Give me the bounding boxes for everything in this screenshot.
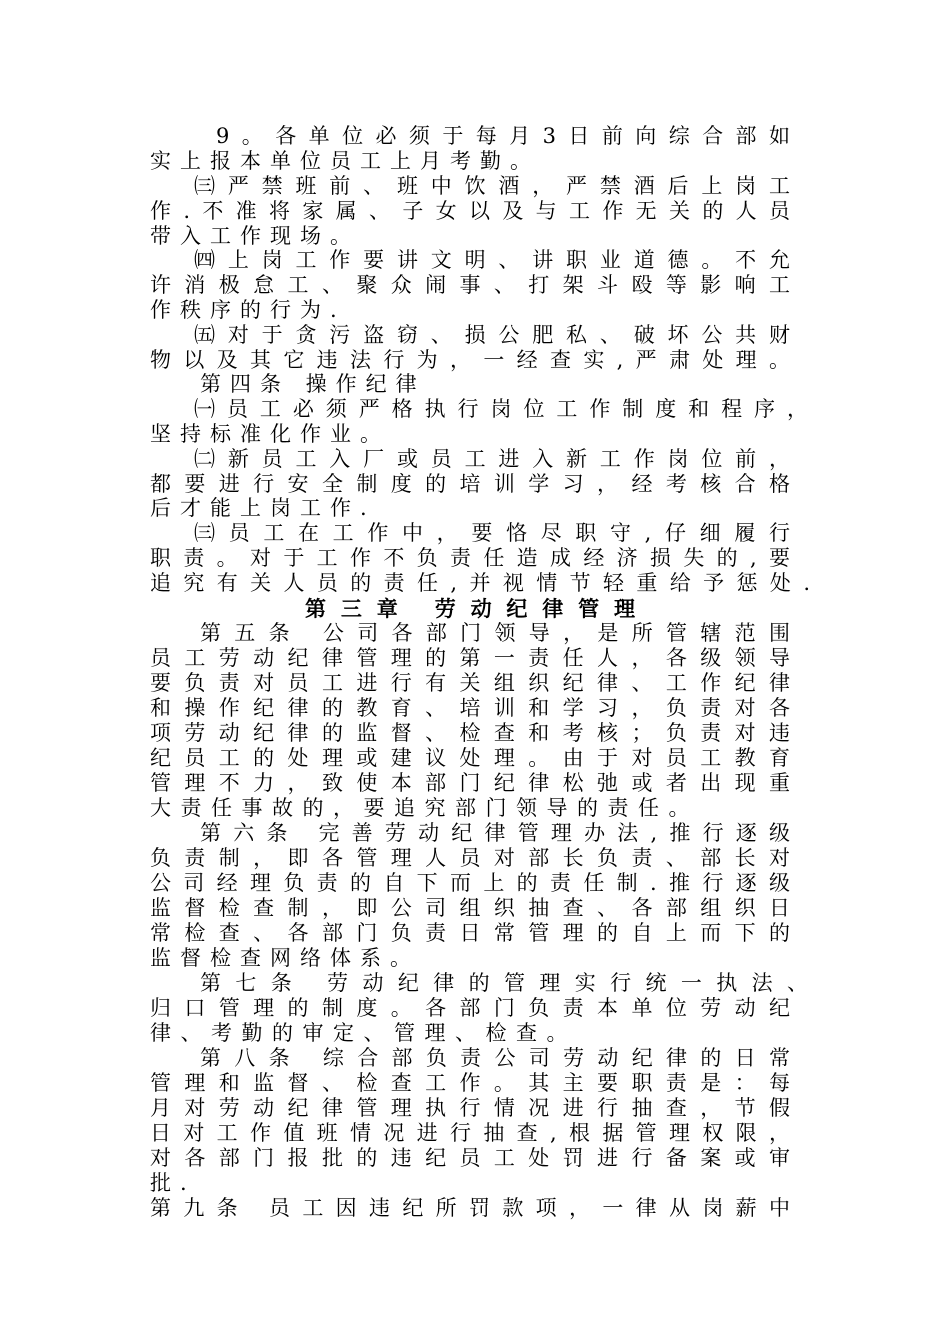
text-line: 项劳动纪律的监督、检查和考核；负责对违 xyxy=(150,721,790,745)
text-line: ㈢员工在工作中，要恪尽职守,仔细履行 xyxy=(194,521,790,545)
text-line: 物以及其它违法行为，一经查实,严肃处理。 xyxy=(150,348,790,372)
text-line: 第八条 综合部负责公司劳动纪律的日常 xyxy=(200,1046,790,1070)
text-line: ㈡新员工入厂或员工进入新工作岗位前， xyxy=(194,447,790,471)
text-line: 常检查、各部门负责日常管理的自上而下的 xyxy=(150,921,790,945)
text-line: 监督检查网络体系。 xyxy=(150,946,420,970)
text-line: 公司经理负责的自下而上的责任制.推行逐级 xyxy=(150,871,790,895)
text-line: 实上报本单位员工上月考勤。 xyxy=(150,149,540,173)
text-line: 监督检查制，即公司组织抽查、各部组织日 xyxy=(150,896,790,920)
article-heading: 第四条 操作纪律 xyxy=(200,372,426,396)
text-line: 管理和监督、检查工作。其主要职责是：每 xyxy=(150,1071,790,1095)
text-line: 作秩序的行为. xyxy=(150,298,346,322)
text-line: 许消极怠工、聚众闹事、打架斗殴等影响工 xyxy=(150,273,790,297)
text-line: 要负责对员工进行有关组织纪律、工作纪律 xyxy=(150,671,790,695)
text-line: 大责任事故的，要追究部门领导的责任。 xyxy=(150,796,699,820)
text-line: ㈢严禁班前、班中饮酒，严禁酒后上岗工 xyxy=(194,174,790,198)
text-line: 作.不准将家属、子女以及与工作无关的人员 xyxy=(150,199,790,223)
text-line: ㈠员工必须严格执行岗位工作制度和程序， xyxy=(194,397,808,421)
text-line: 9。各单位必须于每月3日前向综合部如 xyxy=(216,124,790,148)
text-line: 带入工作现场。 xyxy=(150,224,360,248)
text-line: 月对劳动纪律管理执行情况进行抽查，节假 xyxy=(150,1096,790,1120)
text-line: 职责。对于工作不负责任造成经济损失的,要 xyxy=(150,546,790,570)
text-line: 第五条 公司各部门领导，是所管辖范围 xyxy=(200,621,790,645)
text-line: 都要进行安全制度的培训学习，经考核合格 xyxy=(150,472,790,496)
text-line: 对各部门报批的违纪员工处罚进行备案或审 xyxy=(150,1146,790,1170)
text-line: 管理不力，致使本部门纪律松弛或者出现重 xyxy=(150,771,790,795)
text-line: 和操作纪律的教育、培训和学习，负责对各 xyxy=(150,696,790,720)
text-line: 员工劳动纪律管理的第一责任人，各级领导 xyxy=(150,646,790,670)
text-line: 律、考勤的审定、管理、检查。 xyxy=(150,1021,577,1045)
text-line: 后才能上岗工作. xyxy=(150,496,376,520)
text-line: 第七条 劳动纪律的管理实行统一执法、 xyxy=(200,971,808,995)
text-line: 批. xyxy=(150,1171,196,1195)
text-line: ㈣上岗工作要讲文明、讲职业道德。不允 xyxy=(194,248,790,272)
text-line: 归口管理的制度。各部门负责本单位劳动纪 xyxy=(150,996,790,1020)
text-line: 追究有关人员的责任,并视情节轻重给予惩处. xyxy=(150,571,810,595)
text-line: ㈤对于贪污盗窃、损公肥私、破坏公共财 xyxy=(194,323,790,347)
text-line: 第六条 完善劳动纪律管理办法,推行逐级 xyxy=(200,821,790,845)
text-line: 第九条 员工因违纪所罚款项，一律从岗薪中 xyxy=(150,1196,790,1220)
chapter-title: 第三章 劳动纪律管理 xyxy=(305,597,635,621)
text-line: 日对工作值班情况进行抽查,根据管理权限， xyxy=(150,1121,790,1145)
text-line: 纪员工的处理或建议处理。由于对员工教育 xyxy=(150,746,790,770)
text-line: 坚持标准化作业。 xyxy=(150,422,390,446)
text-line: 负责制，即各管理人员对部长负责、部长对 xyxy=(150,846,790,870)
